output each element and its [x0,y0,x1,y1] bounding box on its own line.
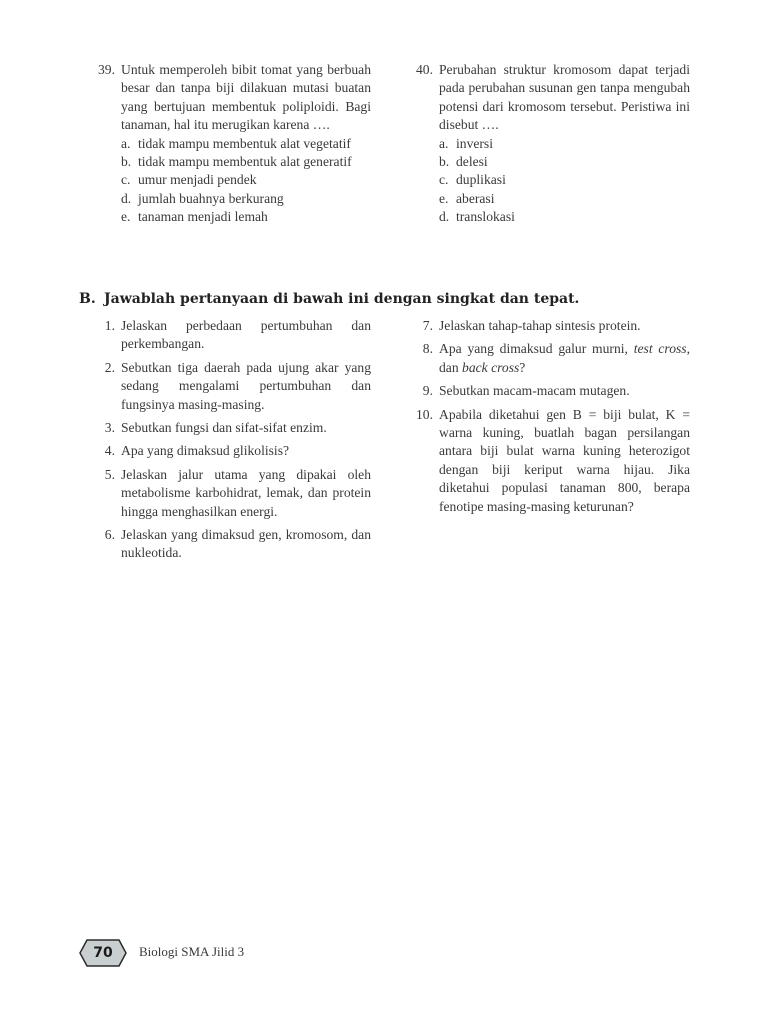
option-text: delesi [456,154,488,170]
question-39-block [89,61,371,227]
option-text: duplikasi [456,172,506,188]
essay-text-before: Apa yang dimaksud galur murni, [439,341,634,357]
essay-question-6 [89,526,371,563]
option-text: tidak mampu membentuk alat vegetatif [138,135,351,151]
essay-question-9 [407,382,690,400]
essay-term-back-cross: back cross [462,359,520,375]
question-40-block [407,61,690,227]
essay-question-7 [407,317,690,335]
question-40-number: 40. [416,62,433,77]
essay-question-5 [89,466,371,521]
section-b-title: Jawablah pertanyaan di bawah ini dengan singkat dan tepat. [104,291,580,307]
question-40-stem: Perubahan struktur kromosom dapat terjadi pada perubahan susunan gen tanpa mengubah potensi dari kromosom tersebut. Peristiwa ini disebut …. [439,62,690,133]
question-39-stem: Untuk memperoleh bibit tomat yang berbuah besar dan tanpa biji dilakuan mutasi buatan yang bertujuan membentuk poliploidi. Bagi tanaman, hal itu merugikan karena …. [121,62,371,133]
option-text: inversi [456,135,493,151]
essay-number: 3. [104,420,115,436]
page-number: 70 [93,945,113,961]
question-40-options [439,135,690,227]
option-letter: a. [439,135,449,151]
essay-text: Sebutkan fungsi dan sifat-sifat enzim. [121,420,327,436]
essay-text: Jelaskan jalur utama yang dipakai oleh metabolisme karbohidrat, lemak, dan protein hingga menghasilkan energi. [121,466,371,519]
essay-number: 7. [422,318,433,333]
essay-text: Apa yang dimaksud glikolisis? [121,443,290,459]
section-b-label: B. [79,291,96,307]
option-40-c [439,171,690,189]
question-39-options [121,135,371,227]
option-text: umur menjadi pendek [138,172,257,188]
section-b-heading [79,290,699,308]
essay-number: 5. [104,466,115,482]
question-39 [89,61,371,227]
essay-question-2 [89,359,371,414]
essay-column-left [89,317,371,568]
option-39-d [121,190,371,208]
option-letter: d. [439,209,450,225]
book-title: Biologi SMA Jilid 3 [139,944,245,959]
option-40-a [439,135,690,153]
option-letter: b. [439,154,450,170]
essay-text: Sebutkan macam-macam mutagen. [439,383,630,399]
essay-number: 8. [422,341,433,357]
essay-question-4 [89,442,371,460]
essay-text: Jelaskan tahap-tahap sintesis protein. [439,318,641,333]
essay-column-right [407,317,690,521]
essay-text: Jelaskan perbedaan pertumbuhan dan perkembangan. [121,318,371,352]
essay-number: 4. [104,443,115,459]
question-40 [407,61,690,227]
option-text: tanaman menjadi lemah [138,209,268,225]
essay-text: Jelaskan yang dimaksud gen, kromosom, dan nukleotida. [121,527,371,561]
essay-question-10 [407,406,690,516]
essay-text: Apabila diketahui gen B = biji bulat, K = warna kuning, buatlah bagan persilangan antara biji bulat warna kuning heterozigot dengan biji keriput warna hijau. Jika diketahui populasi tanaman 800, berapa fenotipe masing-masing keturunan? [439,406,690,514]
essay-number: 2. [104,359,115,375]
question-39-number: 39. [98,62,115,77]
option-letter: c. [439,172,449,188]
option-text: jumlah buahnya berkurang [138,190,284,206]
option-40-e [439,190,690,208]
option-letter: c. [121,172,131,188]
option-39-c [121,171,371,189]
essay-text: Sebutkan tiga daerah pada ujung akar yang sedang mengalami pertumbuhan dan fungsinya masing-masing. [121,359,371,412]
essay-term-test-cross: test cross [633,341,687,357]
option-letter: e. [439,190,449,206]
essay-text-after: ? [519,359,526,375]
option-letter: a. [121,135,131,151]
essay-number: 6. [104,527,115,543]
option-40-d [439,208,690,226]
essay-number: 9. [422,383,433,399]
option-letter: b. [121,154,132,170]
essay-question-8 [407,340,690,377]
option-39-e [121,208,371,226]
option-39-b [121,153,371,171]
page-footer [79,939,379,967]
option-letter: e. [121,209,131,225]
essay-number: 1. [104,318,115,333]
option-letter: d. [121,190,132,206]
essay-text-mid: , dan [439,341,690,375]
option-text: tidak mampu membentuk alat generatif [138,154,352,170]
option-text: aberasi [456,190,495,206]
essay-number: 10. [416,406,433,422]
essay-question-3 [89,419,371,437]
option-40-b [439,153,690,171]
option-text: translokasi [456,209,515,225]
option-39-a [121,135,371,153]
essay-question-1 [89,317,371,354]
